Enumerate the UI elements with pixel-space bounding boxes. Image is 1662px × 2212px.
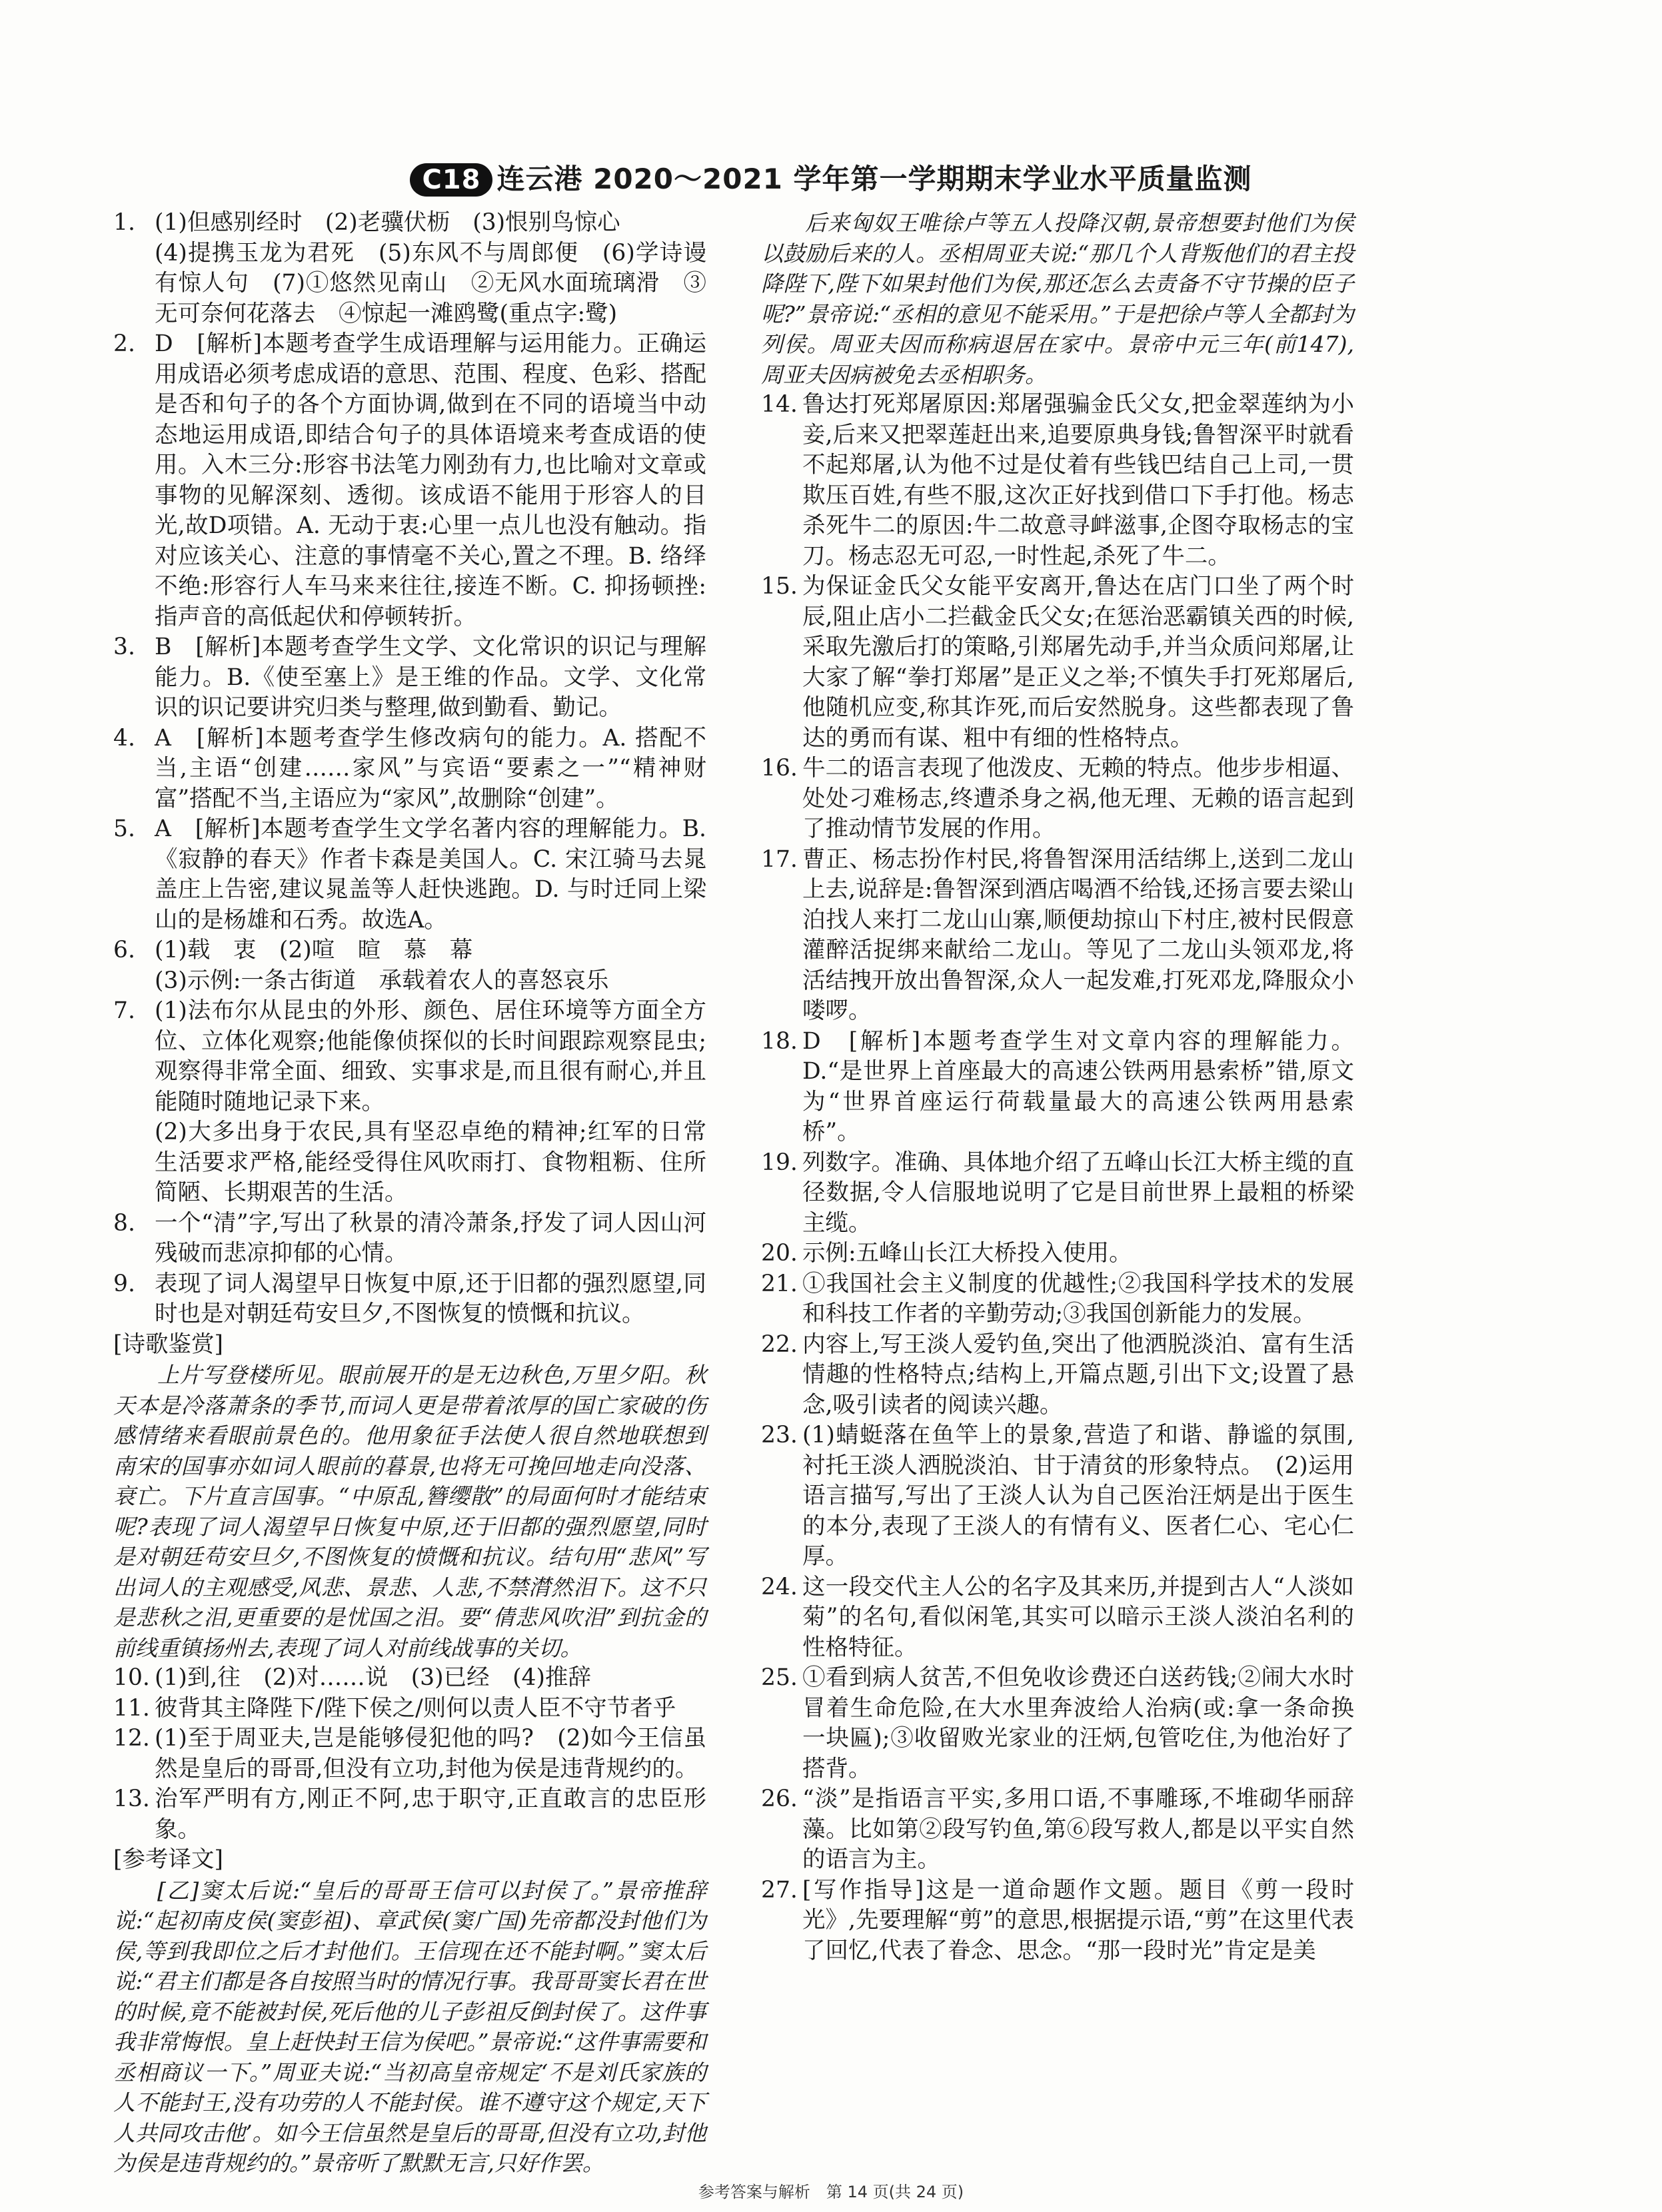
answer-number: 12.	[113, 1725, 150, 1752]
answer-number: 14.	[761, 391, 798, 418]
answer-item	[761, 1330, 1354, 1421]
answer-number: 6.	[113, 937, 135, 963]
answer-text: (1)到,往 (2)对……说 (3)已经 (4)推辞	[155, 1664, 591, 1691]
answer-number: 24.	[761, 1573, 798, 1600]
poem-appreciation-text: 上片写登楼所见。眼前展开的是无边秋色,万里夕阳。秋天本是冷落萧条的季节,而词人更是带着浓厚的国亡家破的伤感情绪来看眼前景色的。他用象征手法使人很自然地联想到南宋的国事亦如词人眼前的暮景,也将无可挽回地走向没落、衰亡。下片直言国事。“中原乱,簪缨散”的局面何时才能结束呢?表现了词人渴望早日恢复中原,还于旧都的强烈愿望,同时是对朝廷苟安旦夕,不图恢复的愤慨和抗议。结句用“悲风”写出词人的主观感受,风悲、景悲、人悲,不禁潸然泪下。这不只是悲秋之泪,更重要的是忧国之泪。要“倩悲风吹泪”到抗金的前线重镇扬州去,表现了词人对前线战事的关切。	[113, 1362, 706, 1661]
answer-text: D [解析]本题考查学生成语理解与运用能力。正确运用成语必须考虑成语的意思、范围、程度、色彩、搭配是否和句子的各个方面协调,做到在不同的语境当中动态地运用成语,即结合句子的具体语境来考查成语的使用。入木三分:形容书法笔力刚劲有力,也比喻对文章或事物的见解深刻、透彻。该成语不能用于形容人的目光,故D项错。A. 无动于衷:心里一点儿也没有触动。指对应该关心、注意的事情毫不关心,置之不理。B. 络绎不绝:形容行人车马来来往往,接连不断。C. 抑扬顿挫:指声音的高低起伏和停顿转折。	[155, 330, 706, 630]
answer-item	[113, 1663, 706, 1694]
exam-title: 连云港 2020～2021 学年第一学期期末学业水平质量监测	[496, 163, 1252, 195]
answer-item	[761, 1239, 1354, 1269]
answer-item	[761, 572, 1354, 754]
answer-number: 8.	[113, 1209, 135, 1237]
answer-text: B [解析]本题考查学生文学、文化常识的识记与理解能力。B.《使至塞上》是王维的作品。文学、文化常识的识记要讲究归类与整理,做到勤看、勤记。	[155, 634, 706, 721]
answer-number: 19.	[761, 1149, 798, 1176]
answer-text: ①我国社会主义制度的优越性;②我国科学技术的发展和科技工作者的辛勤劳动;③我国创新能力的发展。	[802, 1270, 1354, 1327]
poem-section-head: [诗歌鉴赏]	[113, 1331, 223, 1358]
answer-item	[113, 632, 706, 724]
answer-text: (1)蜻蜓落在鱼竿上的景象,营造了和谐、静谧的氛围,衬托王淡人洒脱淡泊、甘于清贫的形象特点。 (2)运用语言描写,写出了王淡人认为自己医治汪炳是出于医生的本分,表现了王淡人的有情有义、医者仁心、宅心仁厚。	[802, 1422, 1354, 1570]
right-column	[761, 208, 1354, 1966]
answer-item	[761, 845, 1354, 1027]
answer-number: 2.	[113, 330, 135, 357]
answer-item	[113, 935, 706, 996]
answer-text: (1)载 衷 (2)喧 暄 慕 幕	[155, 937, 473, 963]
answer-number: 18.	[761, 1027, 798, 1055]
answer-number: 27.	[761, 1876, 798, 1904]
answer-text: 这一段交代主人公的名字及其来历,并提到古人“人淡如菊”的名句,看似闲笔,其实可以暗示王淡人淡泊名利的性格特征。	[802, 1573, 1354, 1661]
answer-text: (1)但感别经时 (2)老骥伏枥 (3)恨别鸟惊心	[155, 209, 620, 236]
answer-text: 彼背其主降陛下/陛下侯之/则何以责人臣不守节者乎	[155, 1694, 676, 1722]
answer-number: 1.	[113, 209, 135, 236]
answer-text: (1)法布尔从昆虫的外形、颜色、居住环境等方面全方位、立体化观察;他能像侦探似的长时间跟踪观察昆虫;观察得非常全面、细致、实事求是,而且很有耐心,并且能随时随地记录下来。	[155, 997, 706, 1115]
answer-item	[761, 1420, 1354, 1572]
answer-text: A [解析]本题考查学生文学名著内容的理解能力。B.《寂静的春天》作者卡森是美国人。C. 宋江骑马去晁盖庄上告密,建议晁盖等人赶快逃跑。D. 与时迁同上梁山的是杨雄和石秀。故选A。	[155, 816, 706, 933]
page-title	[0, 157, 1662, 197]
answer-text: [写作指导]这是一道命题作文题。题目《剪一段时光》,先要理解“剪”的意思,根据提示语,“剪”在这里代表了回忆,代表了眷念、思念。“那一段时光”肯定是美	[802, 1876, 1354, 1964]
answer-item	[113, 1269, 706, 1330]
answer-number: 10.	[113, 1664, 150, 1691]
answer-text: (3)示例:一条古街道 承载着农人的喜怒哀乐	[155, 967, 609, 994]
answer-item	[113, 1694, 706, 1724]
answer-number: 17.	[761, 845, 798, 873]
answer-number: 21.	[761, 1270, 798, 1297]
answer-number: 11.	[113, 1694, 150, 1722]
answer-text: “淡”是指语言平实,多用口语,不事雕琢,不堆砌华丽辞藻。比如第②段写钓鱼,第⑥段写救人,都是以平实自然的语言为主。	[802, 1786, 1354, 1873]
answer-number: 20.	[761, 1240, 798, 1267]
page-footer: 参考答案与解析 第 14 页(共 24 页)	[698, 2183, 964, 2201]
answer-text: 治军严明有方,刚正不阿,忠于职守,正直敢言的忠臣形象。	[155, 1786, 706, 1843]
answer-text: 牛二的语言表现了他泼皮、无赖的特点。他步步相逼、处处刁难杨志,终遭杀身之祸,他无理、无赖的语言起到了推动情节发展的作用。	[802, 755, 1354, 842]
answer-item	[761, 1572, 1354, 1664]
answer-text: 示例:五峰山长江大桥投入使用。	[802, 1240, 1132, 1267]
answer-item	[113, 1784, 706, 1845]
answer-number: 22.	[761, 1331, 798, 1358]
answer-number: 13.	[113, 1786, 150, 1812]
answer-text: 曹正、杨志扮作村民,将鲁智深用活结绑上,送到二龙山上去,说辞是:鲁智深到酒店喝酒不给钱,还扬言要去梁山泊找人来打二龙山山寨,顺便劫掠山下村庄,被村民假意灌醉活捉绑来献给二龙山。等见了二龙山头领邓龙,将活结拽开放出鲁智深,众人一起发难,打死邓龙,降服众小喽啰。	[802, 845, 1354, 1024]
answer-item	[113, 1209, 706, 1269]
translation-text: [乙]窦太后说:“皇后的哥哥王信可以封侯了。”景帝推辞说:“起初南皮侯(窦彭祖)、章武侯(窦广国)先帝都没封他们为侯,等到我即位之后才封他们。王信现在还不能封啊。”窦太后说:“君主们都是各自按照当时的情况行事。我哥哥窦长君在世的时候,竟不能被封侯,死后他的儿子彭祖反倒封侯了。这件事我非常悔恨。皇上赶快封王信为侯吧。”景帝说:“这件事需要和丞相商议一下。”周亚夫说:“当初高皇帝规定‘不是刘氏家族的人不能封王,没有功劳的人不能封侯。谁不遵守这个规定,天下人共同攻击他’。如今王信虽然是皇后的哥哥,但没有立功,封他为侯是违背规约的。”景帝听了默默无言,只好作罢。	[113, 1877, 706, 2176]
answer-text: A [解析]本题考查学生修改病句的能力。A. 搭配不当,主语“创建……家风”与宾语“要素之一”“精神财富”搭配不当,主语应为“家风”,故删除“创建”。	[155, 724, 706, 812]
answer-number: 7.	[113, 997, 135, 1024]
answer-item	[761, 1663, 1354, 1784]
answer-number: 23.	[761, 1422, 798, 1448]
answer-text: (1)至于周亚夫,岂是能够侵犯他的吗? (2)如今王信虽然是皇后的哥哥,但没有立功,封他为侯是违背规约的。	[155, 1725, 706, 1782]
answer-item	[761, 1148, 1354, 1239]
left-column	[113, 208, 706, 2179]
answer-item	[113, 724, 706, 815]
answer-number: 25.	[761, 1664, 798, 1691]
answer-item	[761, 1269, 1354, 1330]
answer-text: 鲁达打死郑屠原因:郑屠强骗金氏父女,把金翠莲纳为小妾,后来又把翠莲赶出来,追要原典身钱;鲁智深平时就看不起郑屠,认为他不过是仗着有些钱巴结自己上司,一贯欺压百姓,有些不服,这次正好找到借口下手打他。杨志杀死牛二的原因:牛二故意寻衅滋事,企图夺取杨志的宝刀。杨志忍无可忍,一时性起,杀死了牛二。	[802, 391, 1354, 570]
answer-item	[113, 329, 706, 632]
answer-text: 内容上,写王淡人爱钓鱼,突出了他洒脱淡泊、富有生活情趣的性格特点;结构上,开篇点题,引出下文;设置了悬念,吸引读者的阅读兴趣。	[802, 1331, 1354, 1418]
answer-text: (4)提携玉龙为君死 (5)东风不与周郎便 (6)学诗谩有惊人句 (7)①悠然见南山 ②无风水面琉璃滑 ③无可奈何花落去 ④惊起一滩鸥鹭(重点字:鹭)	[155, 239, 706, 327]
answer-number: 9.	[113, 1270, 135, 1297]
answer-text: 一个“清”字,写出了秋景的清冷萧条,抒发了词人因山河残破而悲凉抑郁的心情。	[155, 1209, 706, 1267]
answer-text: 列数字。准确、具体地介绍了五峰山长江大桥主缆的直径数据,令人信服地说明了它是目前世界上最粗的桥梁主缆。	[802, 1149, 1354, 1237]
answer-item	[761, 390, 1354, 572]
answer-item	[113, 814, 706, 935]
answer-number: 3.	[113, 634, 135, 660]
answer-item	[761, 1876, 1354, 1967]
answer-number: 15.	[761, 573, 798, 600]
section-badge: C18	[410, 163, 492, 197]
answer-item	[113, 996, 706, 1209]
answer-text: D [解析]本题考查学生对文章内容的理解能力。D.“是世界上首座最大的高速公铁两用悬索桥”错,原文为“世界首座运行荷载量最大的高速公铁两用悬索桥”。	[802, 1027, 1354, 1145]
answer-text: (2)大多出身于农民,具有坚忍卓绝的精神;红军的日常生活要求严格,能经受得住风吹雨打、食物粗粝、住所简陋、长期艰苦的生活。	[155, 1119, 706, 1206]
answer-item	[761, 754, 1354, 845]
answer-number: 5.	[113, 816, 135, 842]
answer-item	[113, 1724, 706, 1784]
answer-text: 表现了词人渴望早日恢复中原,还于旧都的强烈愿望,同时也是对朝廷苟安旦夕,不图恢复的愤慨和抗议。	[155, 1270, 706, 1327]
answer-number: 26.	[761, 1786, 798, 1812]
answer-text: 为保证金氏父女能平安离开,鲁达在店门口坐了两个时辰,阻止店小二拦截金氏父女;在惩治恶霸镇关西的时候,采取先激后打的策略,引郑屠先动手,并当众质问郑屠,让大家了解“拳打郑屠”是正义之举;不慎失手打死郑屠后,他随机应变,称其诈死,而后安然脱身。这些都表现了鲁达的勇而有谋、粗中有细的性格特点。	[802, 573, 1354, 752]
answer-item	[761, 1784, 1354, 1876]
translation-section-head: [参考译文]	[113, 1846, 223, 1873]
answer-number: 4.	[113, 724, 135, 752]
answer-number: 16.	[761, 755, 798, 782]
answer-item	[761, 1027, 1354, 1148]
answer-item	[113, 208, 706, 329]
translation-text-continued: 后来匈奴王唯徐卢等五人投降汉朝,景帝想要封他们为侯以鼓励后来的人。丞相周亚夫说:“那几个人背叛他们的君主投降陛下,陛下如果封他们为侯,那还怎么去责备不守节操的臣子呢?”景帝说:“丞相的意见不能采用。”于是把徐卢等人全都封为列侯。周亚夫因而称病退居在家中。景帝中元三年(前147),周亚夫因病被免去丞相职务。	[761, 210, 1354, 388]
answer-text: ①看到病人贫苦,不但免收诊费还白送药钱;②闹大水时冒着生命危险,在大水里奔波给人治病(或:拿一条命换一块匾);③收留败光家业的汪炳,包管吃住,为他治好了搭背。	[802, 1664, 1354, 1782]
